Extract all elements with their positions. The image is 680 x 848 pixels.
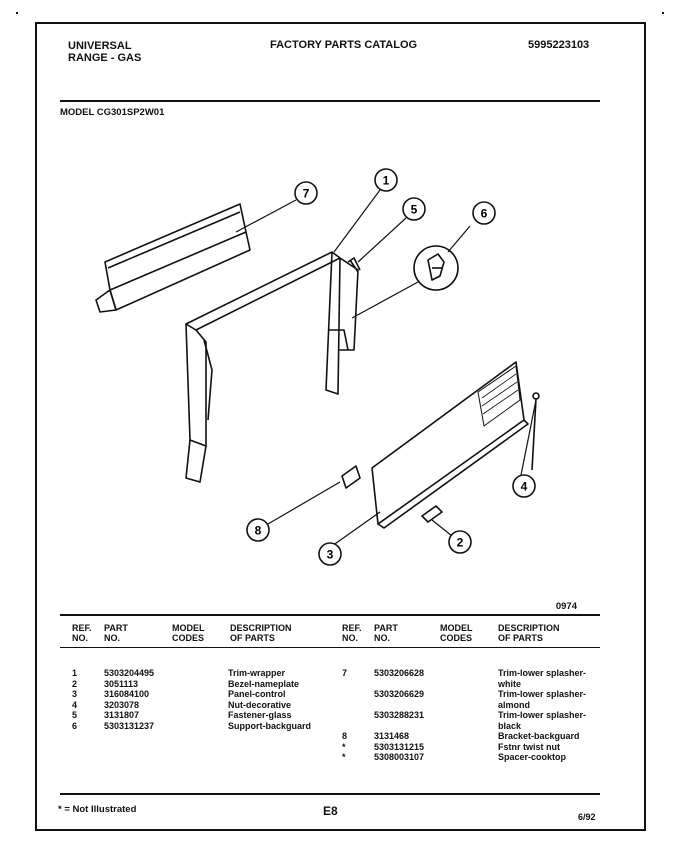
desc-cell: Bezel-nameplate — [228, 678, 300, 689]
callout-7 — [295, 182, 317, 204]
header-text: NO. — [72, 633, 89, 643]
header-text: OF PARTS — [498, 633, 543, 643]
header-text: REF. — [72, 623, 92, 633]
desc-cell: Trim-wrapper — [228, 668, 286, 678]
ref-cell — [342, 710, 374, 721]
table-row — [72, 721, 368, 732]
part-cell: 3203078 — [104, 699, 140, 710]
callouts — [247, 169, 535, 565]
header-text: OF PARTS — [230, 633, 275, 643]
model-label: MODEL CG301SP2W01 — [60, 107, 165, 118]
callout-label: 4 — [520, 479, 528, 494]
table-row — [342, 742, 608, 753]
table-row — [342, 752, 608, 763]
table-row — [342, 689, 608, 700]
ref-cell — [342, 679, 374, 690]
ref-cell: * — [342, 752, 346, 762]
desc-cell: Nut-decorative — [228, 699, 292, 710]
table-row — [72, 668, 368, 679]
desc-cell: Trim-lower splasher- — [498, 689, 587, 699]
desc-cell: black — [498, 720, 522, 731]
revision-date: 6/92 — [578, 812, 596, 822]
drawing-code: 0974 — [555, 601, 577, 612]
header-text: NO. — [104, 633, 121, 643]
desc-cell: white — [498, 678, 522, 689]
header-text: DESCRIPTION — [230, 623, 292, 633]
callout-label: 1 — [382, 173, 390, 188]
ref-cell — [342, 689, 374, 700]
callout-1 — [375, 169, 397, 191]
table-row — [342, 700, 608, 711]
part-cell: 3131807 — [104, 710, 140, 720]
desc-cell: almond — [498, 699, 531, 710]
right-part-header — [374, 623, 398, 643]
header-text: REF. — [342, 623, 362, 633]
part-cell — [374, 679, 498, 690]
ref-cell: 5 — [72, 710, 78, 720]
part-trim-lower-splasher — [96, 204, 250, 312]
not-illustrated-note: * = Not Illustrated — [58, 804, 137, 815]
table-row — [342, 679, 608, 690]
ref-cell: 4 — [72, 699, 78, 710]
table-row — [342, 721, 608, 732]
part-cell: 5303206628 — [374, 668, 425, 678]
part-bracket-backguard — [342, 466, 360, 488]
callout-2 — [449, 531, 471, 553]
table-top-rule — [60, 614, 600, 616]
header-text: MODEL — [440, 623, 473, 633]
part-bezel-nameplate — [422, 506, 442, 522]
part-panel-control — [372, 362, 528, 528]
header-underline — [60, 647, 600, 648]
part-cell: 5303288231 — [374, 710, 425, 720]
header-text: CODES — [440, 633, 473, 643]
ref-cell: 7 — [342, 668, 348, 678]
part-cell: 5303131237 — [104, 720, 155, 731]
ref-cell: 6 — [72, 720, 78, 731]
desc-cell: Bracket-backguard — [498, 731, 580, 741]
desc-cell: Fstnr twist nut — [498, 741, 560, 752]
desc-cell: Panel-control — [228, 689, 286, 699]
table-row — [72, 679, 368, 690]
desc-cell: Trim-lower splasher- — [498, 710, 587, 720]
ref-cell: 1 — [72, 668, 78, 678]
ref-cell: 3 — [72, 689, 78, 699]
header-text: NO. — [374, 633, 391, 643]
callout-label: 8 — [254, 523, 262, 538]
part-support-backguard — [414, 246, 458, 290]
part-cell: 5303204495 — [104, 668, 155, 678]
right-ref-header — [342, 623, 362, 643]
left-ref-header — [72, 623, 92, 643]
part-cell: 316084100 — [104, 689, 150, 699]
catalog-title: FACTORY PARTS CATALOG — [270, 39, 418, 51]
left-part-header — [104, 623, 128, 643]
desc-cell: Fastener-glass — [228, 710, 292, 720]
callout-label: 6 — [480, 206, 488, 221]
footer-rule — [60, 793, 600, 795]
ref-cell: 2 — [72, 678, 78, 689]
page-code: E8 — [323, 804, 338, 818]
table-row — [342, 710, 608, 721]
part-cell — [374, 721, 498, 732]
callout-label: 5 — [410, 202, 418, 217]
header-text: PART — [374, 623, 398, 633]
table-row — [72, 710, 368, 721]
ref-cell — [342, 721, 374, 732]
part-cell: 5308003107 — [374, 752, 425, 762]
catalog-number: 5995223103 — [528, 39, 590, 51]
left-model-header — [172, 623, 205, 643]
ref-cell — [342, 700, 374, 711]
callout-6 — [473, 202, 495, 224]
header-text: CODES — [172, 633, 205, 643]
leader-lines — [236, 190, 536, 546]
desc-cell: Support-backguard — [228, 720, 312, 731]
brand-line-2: RANGE - GAS — [68, 52, 142, 64]
left-desc-header — [230, 623, 292, 643]
part-cell: 5303206629 — [374, 689, 425, 699]
header-text: MODEL — [172, 623, 205, 633]
table-row — [342, 731, 608, 742]
header-text: DESCRIPTION — [498, 623, 560, 633]
part-cell — [374, 700, 498, 711]
callout-5 — [403, 198, 425, 220]
part-trim-wrapper — [186, 252, 358, 482]
callout-4 — [513, 475, 535, 497]
header-text: NO. — [342, 633, 359, 643]
desc-cell: Trim-lower splasher- — [498, 668, 587, 678]
desc-cell: Spacer-cooktop — [498, 752, 567, 762]
part-cell: 3051113 — [104, 678, 139, 689]
brand-line-1: UNIVERSAL — [68, 40, 132, 52]
callout-8 — [247, 519, 269, 541]
callout-label: 3 — [326, 547, 334, 562]
right-model-header — [440, 623, 473, 643]
callout-label: 2 — [456, 535, 464, 550]
ref-cell: 8 — [342, 731, 348, 741]
right-desc-header — [498, 623, 560, 643]
ref-cell: * — [342, 741, 346, 752]
callout-3 — [319, 543, 341, 565]
header-text: PART — [104, 623, 128, 633]
table-row — [72, 689, 368, 700]
table-row — [342, 668, 608, 679]
parts-table-left — [72, 668, 368, 731]
callout-label: 7 — [302, 186, 310, 201]
table-row — [72, 700, 368, 711]
parts-table-right — [342, 668, 608, 763]
part-cell: 3131468 — [374, 731, 410, 741]
part-cell: 5303131215 — [374, 741, 425, 752]
